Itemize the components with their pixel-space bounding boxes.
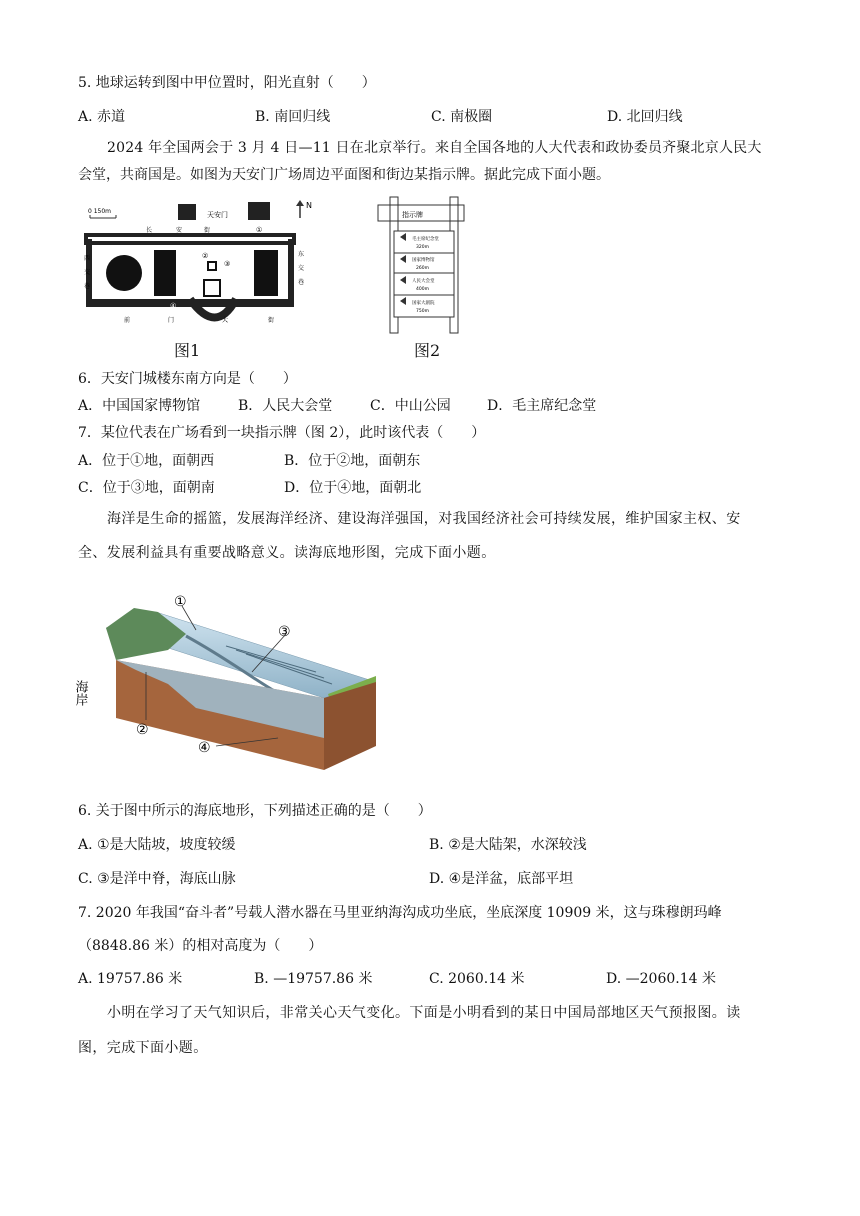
tiananmen-map: [86, 198, 314, 336]
q7a-option-c: C．位于③地，面朝南: [78, 480, 215, 496]
q6b-option-b: B. ②是大陆架，水深较浅: [429, 837, 587, 853]
sign-item4-dist: 750m: [416, 309, 429, 314]
intro1-line2: 会堂，共商国是。如图为天安门广场周边平面图和街边某指示牌。据此完成下面小题。: [78, 167, 610, 183]
q5-stem: 5. 地球运转到图中甲位置时，阳光直射（ ）: [78, 75, 376, 91]
intro3-line1: 小明在学习了天气知识后，非常关心天气变化。下面是小明看到的某日中国局部地区天气预报图。读: [107, 1005, 741, 1021]
sea-num3: ③: [278, 624, 291, 640]
jie-top-label: 街: [204, 227, 211, 234]
north-label: N: [306, 201, 312, 210]
an-label: 安: [176, 227, 183, 234]
coast-label: 海岸: [72, 680, 88, 706]
q6a-option-a: A．中国国家博物馆: [78, 398, 201, 414]
q7b-line1: 7. 2020 年我国“奋斗者”号载人潜水器在马里亚纳海沟成功坐底，坐底深度 10909 米，这与珠穆朗玛峰: [78, 905, 722, 921]
qian-label: 前: [124, 317, 131, 324]
signpost: [372, 193, 468, 335]
intro1-line1: 2024 年全国两会于 3 月 4 日—11 日在北京举行。来自全国各地的人大代表和政协委员齐聚北京人民大: [107, 140, 762, 156]
q7b-line2: （8848.86 米）的相对高度为（ ）: [78, 938, 323, 954]
q7b-option-d: D. —2060.14 米: [606, 971, 716, 987]
q6a-stem: 6．天安门城楼东南方向是（ ）: [78, 371, 297, 387]
sign-item3-name: 人民大会堂: [412, 279, 435, 284]
jiao2-label: 交: [298, 265, 305, 272]
q7a-option-b: B．位于②地，面朝东: [284, 453, 421, 469]
q5-option-c: C. 南极圈: [431, 109, 493, 125]
q7b-option-b: B. —19757.86 米: [254, 971, 373, 987]
chang-label: 长: [146, 227, 153, 234]
q7b-option-a: A. 19757.86 米: [78, 971, 183, 987]
xiang2-label: 巷: [298, 279, 305, 286]
q6b-option-c: C. ③是洋中脊，海底山脉: [78, 871, 236, 887]
q6b-stem: 6. 关于图中所示的海底地形，下列描述正确的是（ ）: [78, 803, 432, 819]
fig1-caption: 图1: [174, 341, 201, 360]
intro2-line2: 全、发展利益具有重要战略意义。读海底地形图，完成下面小题。: [78, 545, 496, 561]
q6a-option-d: D．毛主席纪念堂: [487, 398, 597, 414]
num4-label: ④: [170, 302, 177, 310]
q7a-option-d: D．位于④地，面朝北: [284, 480, 422, 496]
xiang-label: 巷: [84, 283, 91, 290]
da-label: 大: [222, 317, 229, 324]
seafloor-diagram: [72, 588, 382, 774]
sea-num2: ②: [136, 722, 149, 738]
q7b-option-c: C. 2060.14 米: [429, 971, 525, 987]
dong-label: 东: [298, 251, 305, 258]
sign-item2-name: 国家博物馆: [412, 258, 435, 263]
q6a-option-b: B．人民大会堂: [238, 398, 333, 414]
jie-label: 街: [268, 317, 275, 324]
sign-item1-name: 毛主席纪念堂: [412, 237, 439, 242]
sign-item2-dist: 260m: [416, 266, 429, 271]
men-label: 门: [168, 317, 175, 324]
scale-label: 0 150m: [88, 208, 112, 215]
sign-item1-dist: 320m: [416, 245, 429, 250]
q5-option-b: B. 南回归线: [255, 109, 331, 125]
tiananmen-label: 天安门: [207, 211, 228, 219]
sign-item4-name: 国家大剧院: [412, 301, 435, 306]
jiao-label: 交: [84, 269, 91, 276]
xi-label: 西: [84, 255, 91, 262]
intro3-line2: 图，完成下面小题。: [78, 1040, 208, 1056]
sign-title: 指示牌: [402, 211, 423, 219]
q5-option-d: D. 北回归线: [607, 109, 683, 125]
q6b-option-a: A. ①是大陆坡，坡度较缓: [78, 837, 236, 853]
intro2-line1: 海洋是生命的摇篮，发展海洋经济、建设海洋强国，对我国经济社会可持续发展，维护国家主权、安: [107, 511, 741, 527]
fig2-caption: 图2: [414, 341, 441, 360]
num3-label: ③: [224, 260, 231, 268]
num1-label: ①: [256, 226, 263, 234]
q6b-option-d: D. ④是洋盆，底部平坦: [429, 871, 574, 887]
sea-num1: ①: [174, 594, 187, 610]
q7a-stem: 7．某位代表在广场看到一块指示牌（图 2），此时该代表（ ）: [78, 425, 486, 441]
q7a-option-a: A．位于①地，面朝西: [78, 453, 215, 469]
q6a-option-c: C．中山公园: [370, 398, 451, 414]
num2-label: ②: [202, 252, 209, 260]
sea-num4: ④: [198, 740, 211, 756]
sign-item3-dist: 400m: [416, 287, 429, 292]
q5-option-a: A. 赤道: [78, 109, 126, 125]
